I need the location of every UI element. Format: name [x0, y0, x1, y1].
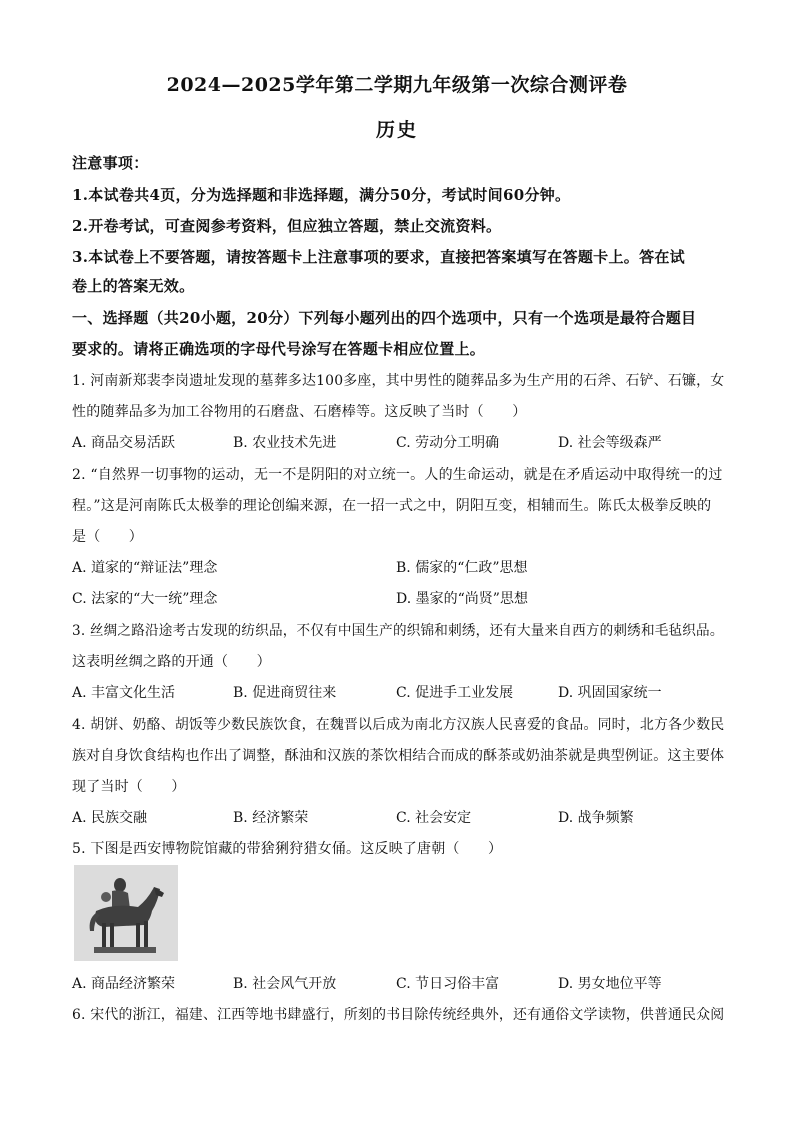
notice-item: 2.开卷考试，可查阅参考资料，但应独立答题，禁止交流资料。 [72, 217, 502, 235]
question-4-option-a: A. 民族交融 [72, 810, 148, 826]
question-2-text: 2. “自然界一切事物的运动，无一不是阴阳的对立统一。人的生命运动，就是在矛盾运动中取得统一的过 [72, 467, 723, 483]
notice-item: 3.本试卷上不要答题，请按答题卡上注意事项的要求，直接把答案填写在答题卡上。答在试 [72, 248, 685, 266]
section-heading: 一、选择题（共20小题，20分）下列每小题列出的四个选项中，只有一个选项是最符合题目 [72, 309, 697, 327]
notice-item: 1.本试卷共4页，分为选择题和非选择题，满分50分，考试时间60分钟。 [72, 186, 571, 204]
question-1-option-a: A. 商品交易活跃 [72, 435, 176, 451]
question-5-option-d: D. 男女地位平等 [558, 976, 662, 992]
notice-heading: 注意事项： [72, 154, 149, 172]
question-4-text: 族对自身饮食结构也作出了调整，酥油和汉族的茶饮相结合而成的酥茶或奶油茶就是典型例证。这主要体 [72, 748, 725, 764]
question-2-option-d: D. 墨家的“尚贤”思想 [396, 591, 528, 607]
page-title: 2024—2025学年第二学期九年级第一次综合测评卷 [166, 74, 628, 96]
question-2-option-a: A. 道家的“辩证法”理念 [72, 560, 218, 576]
question-2-text: 是（ ） [72, 529, 143, 545]
question-4-option-d: D. 战争频繁 [558, 810, 634, 826]
question-5-option-a: A. 商品经济繁荣 [72, 976, 176, 992]
question-2-text: 程。”这是河南陈氏太极拳的理论创编来源，在一招一式之中，阴阳互变，相辅而生。陈氏太极拳反映的 [72, 498, 712, 514]
question-3-option-b: B. 促进商贸往来 [233, 685, 337, 701]
question-6-text: 6. 宋代的浙江，福建、江西等地书肆盛行，所刻的书目除传统经典外，还有通俗文学读物，供普通民众阅 [72, 1007, 725, 1023]
question-1-text: 性的随葬品多为加工谷物用的石磨盘、石磨棒等。这反映了当时（ ） [72, 404, 527, 420]
question-3-text: 3. 丝绸之路沿途考古发现的纺织品，不仅有中国生产的织锦和刺绣，还有大量来自西方的刺绣和毛毡织品。 [72, 623, 724, 639]
question-3-text: 这表明丝绸之路的开通（ ） [72, 654, 271, 670]
question-5-option-c: C. 节日习俗丰富 [396, 976, 500, 992]
question-3-option-d: D. 巩固国家统一 [558, 685, 662, 701]
question-5-option-b: B. 社会风气开放 [233, 976, 337, 992]
section-heading: 要求的。请将正确选项的字母代号涂写在答题卡相应位置上。 [72, 340, 486, 358]
notice-item: 卷上的答案无效。 [72, 277, 195, 295]
question-1-option-c: C. 劳动分工明确 [396, 435, 500, 451]
question-3-option-a: A. 丰富文化生活 [72, 685, 176, 701]
question-1-text: 1. 河南新郑裴李岗遗址发现的墓葬多达100多座，其中男性的随葬品多为生产用的石斧、石铲、石镰，女 [72, 373, 725, 389]
subject-title: 历史 [375, 119, 418, 141]
tang-figurine-image [74, 865, 178, 961]
question-4-option-b: B. 经济繁荣 [233, 810, 309, 826]
question-1-option-d: D. 社会等级森严 [558, 435, 662, 451]
question-2-option-b: B. 儒家的“仁政”思想 [396, 560, 528, 576]
question-1-option-b: B. 农业技术先进 [233, 435, 337, 451]
question-5-text: 5. 下图是西安博物院馆藏的带猞猁狩猎女俑。这反映了唐朝（ ） [72, 841, 503, 857]
question-4-text: 4. 胡饼、奶酪、胡饭等少数民族饮食，在魏晋以后成为南北方汉族人民喜爱的食品。同时，北方各少数民 [72, 717, 725, 733]
question-4-option-c: C. 社会安定 [396, 810, 472, 826]
question-4-text: 现了当时（ ） [72, 779, 186, 795]
horse-rider-figurine-icon [74, 865, 178, 961]
question-3-option-c: C. 促进手工业发展 [396, 685, 514, 701]
question-2-option-c: C. 法家的“大一统”理念 [72, 591, 218, 607]
